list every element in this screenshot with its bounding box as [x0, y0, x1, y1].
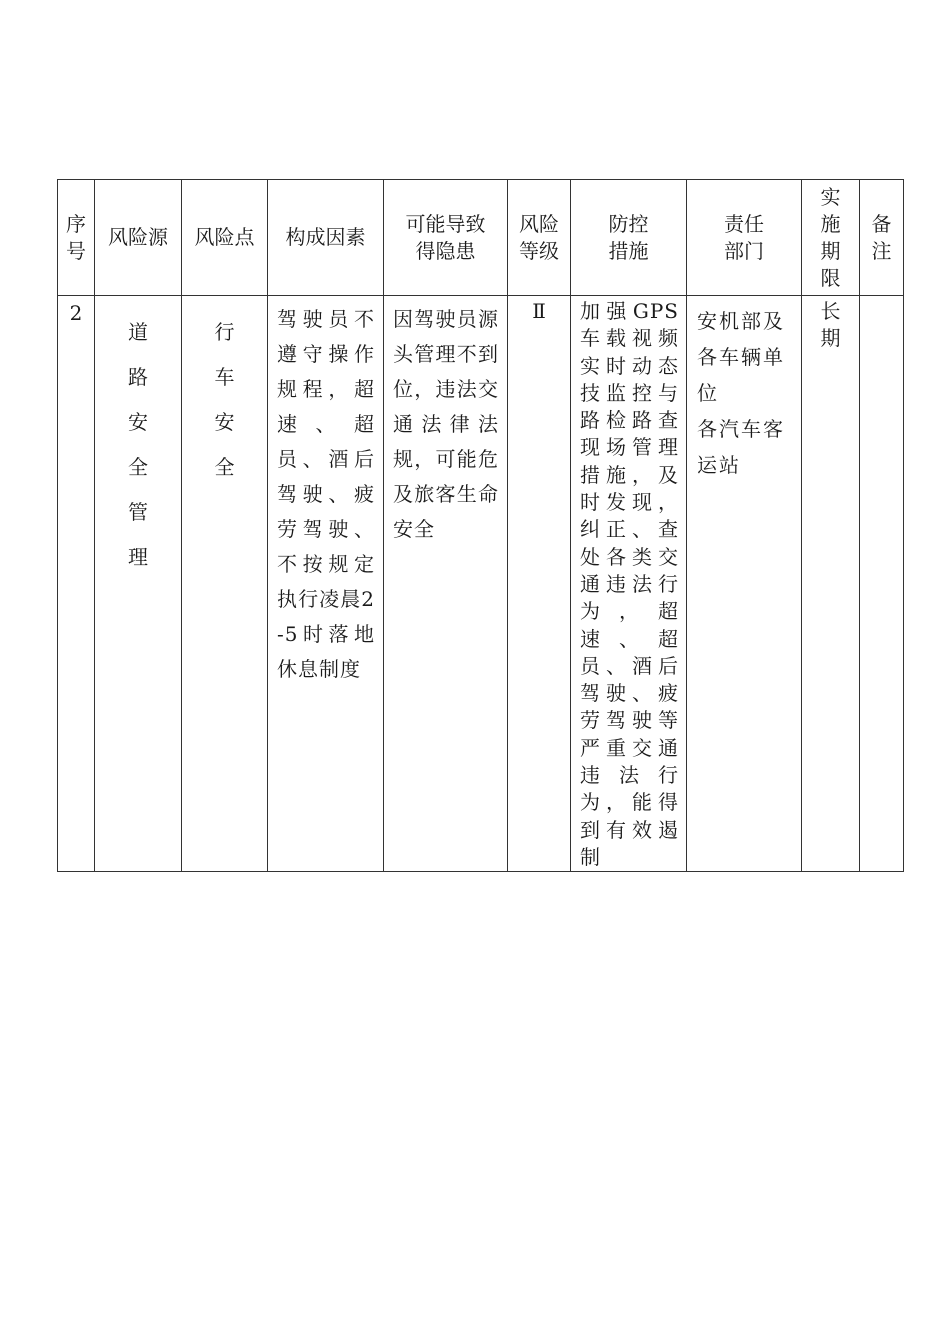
header-factors: 构成因素: [268, 180, 384, 296]
header-dept: 责任 部门: [687, 180, 802, 296]
header-remark: 备 注: [860, 180, 904, 296]
header-row: [58, 180, 904, 296]
header-risk-point: 风险点: [182, 180, 268, 296]
header-measures: 防控 措施: [571, 180, 687, 296]
cell-level: Ⅱ: [508, 296, 571, 872]
cell-factors: 驾驶员不遵守操作规程，超速、超员、酒后驾驶、疲劳驾驶、不按规定执行凌晨2-5时落地休息制度: [268, 296, 384, 872]
cell-hazards: 因驾驶员源头管理不到位，违法交通法律法规，可能危及旅客生命安全: [384, 296, 508, 872]
cell-seq: 2: [58, 296, 95, 872]
cell-remark: [860, 296, 904, 872]
table-row: [58, 296, 904, 872]
header-hazards: 可能导致 得隐患: [384, 180, 508, 296]
cell-term: 长 期: [802, 296, 860, 872]
cell-dept: 安机部及 各车辆单 位 各汽车客 运站: [687, 296, 802, 872]
header-term: 实 施 期 限: [802, 180, 860, 296]
header-seq: 序 号: [58, 180, 95, 296]
cell-measures: 加强GPS车载视频实时动态技监控与路检路查现场管理措施，及时发现，纠正、查处各类交通违法行为，超速、超员、酒后驾驶、疲劳驾驶等严重交通违法行为，能得到有效遏制: [571, 296, 687, 872]
cell-risk-point: 行 车 安 全: [182, 296, 268, 872]
cell-risk-source: 道 路 安 全 管 理: [95, 296, 182, 872]
header-risk-source: 风险源: [95, 180, 182, 296]
header-level: 风险 等级: [508, 180, 571, 296]
risk-table: [57, 179, 904, 872]
